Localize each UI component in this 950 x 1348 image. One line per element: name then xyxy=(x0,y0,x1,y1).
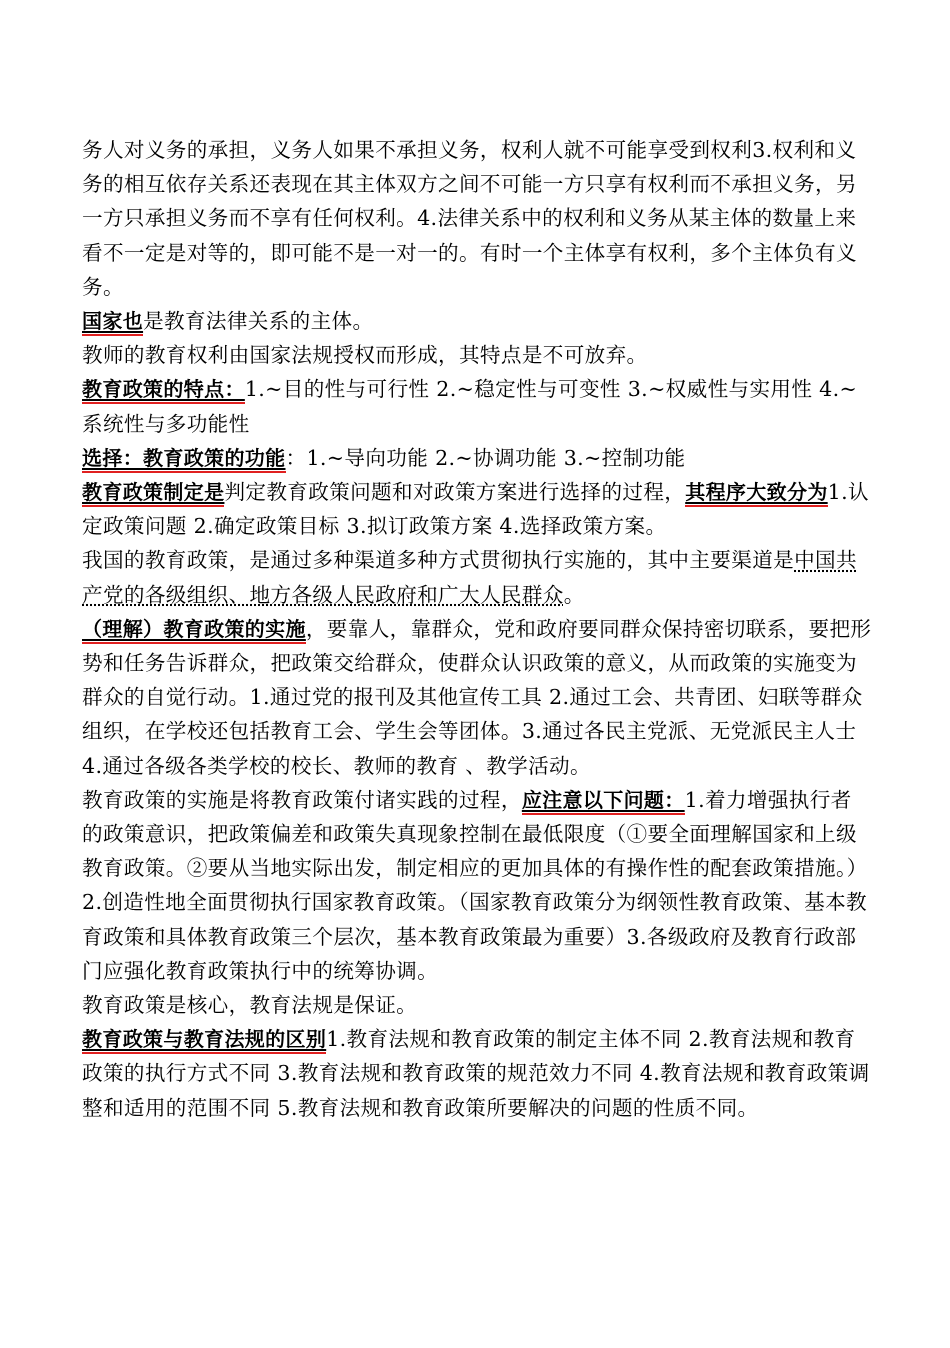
paragraph-teacher-rights: 教师的教育权利由国家法规授权而形成，其特点是不可放弃。 xyxy=(82,343,648,368)
body-text: ，要靠人，靠群众，党和政府要同群众保持密切联系，要把形势和任务告诉群众，把政策交给群众，使群众认识政策的意义，从而政策的实施变为群众的自觉行动。1.通过党的报刊及其他宣传工具 2.通过工会、共青团、妇联等群众组织，在学校还包括教育工会、学生会等团体。3.通过各民主党派、无党派民主人士 4.通过各级各类学校的校长、教师的教育 、教学活动。 xyxy=(82,616,872,778)
paragraph-policy-making xyxy=(82,475,872,543)
body-text: ：1.~导向功能 2.~协调功能 3.~控制功能 xyxy=(285,445,686,470)
body-text: 1.着力增强执行者的政策意识，把政策偏差和政策失真现象控制在最低限度（①要全面理解国家和上级教育政策。②要从当地实际出发，制定相应的更加具体的有操作性的配套政策措施。）2.创造性地全面贯彻执行国家教育政策。（国家教育政策分为纲领性教育政策、基本教育政策和具体教育政策三个层次，基本教育政策最为重要）3.各级政府及教育行政部门应强化教育政策执行中的统筹协调。 xyxy=(82,787,868,983)
heading-issues: 应注意以下问题： xyxy=(522,788,685,815)
heading-policy-implementation: （理解）教育政策的实施 xyxy=(82,617,306,644)
paragraph-policy-law-difference xyxy=(82,1022,872,1125)
heading-policy-functions: 选择：教育政策的功能 xyxy=(82,446,286,473)
body-text: 1.认定政策问题 2.确定政策目标 3.拟订政策方案 4.选择政策方案。 xyxy=(82,480,869,539)
paragraph-core-guarantee: 教育政策是核心，教育法规是保证。 xyxy=(82,993,418,1018)
paragraph-state-subject xyxy=(82,304,872,338)
underlined-text: 中国共产党的各级组织、地方各级人民政府和广大人民群众 xyxy=(82,548,857,607)
paragraph-rights-duties: 务人对义务的承担，义务人如果不承担义务，权利人就不可能享受到权利3.权利和义务的相互依存关系还表现在其主体双方之间不可能一方只享有权利而不承担义务，另一方只承担义务而不享有任何权利。4.法律关系中的权利和义务从某主体的数量上来看不一定是对等的，即可能不是一对一的。有时一个主体享有权利，多个主体负有义务。 xyxy=(82,138,857,299)
body-text: 1.~目的性与可行性 2.~稳定性与可变性 3.~权威性与实用性 4.~系统性与多功能性 xyxy=(82,377,858,436)
paragraph-policy-implementation xyxy=(82,612,872,783)
heading-difference: 教育政策与教育法规的区别 xyxy=(82,1027,326,1054)
paragraph-policy-functions xyxy=(82,441,872,475)
body-text: 1.教育法规和教育政策的制定主体不同 2.教育法规和教育政策的执行方式不同 3.教育法规和教育政策的规范效力不同 4.教育法规和教育政策调整和适用的范围不同 5.教育法规和教育政策所要解决的问题的性质不同。 xyxy=(82,1027,870,1120)
paragraph-policy-features xyxy=(82,372,872,440)
heading-policy-features: 教育政策的特点： xyxy=(82,377,245,404)
heading-state: 国家也 xyxy=(82,309,143,336)
body-text: 教育政策的实施是将教育政策付诸实践的过程， xyxy=(82,787,522,812)
heading-procedure: 其程序大致分为 xyxy=(685,480,827,507)
heading-policy-making: 教育政策制定是 xyxy=(82,480,224,507)
paragraph-policy-channels xyxy=(82,543,872,611)
paragraph-implementation-issues xyxy=(82,783,872,988)
body-text: 是教育法律关系的主体。 xyxy=(143,309,374,334)
body-text: 判定教育政策问题和对政策方案进行选择的过程， xyxy=(224,480,686,505)
body-text: 我国的教育政策，是通过多种渠道多种方式贯彻执行实施的，其中主要渠道是 xyxy=(82,548,795,573)
document-page xyxy=(82,133,872,1125)
body-text: 。 xyxy=(563,582,585,607)
